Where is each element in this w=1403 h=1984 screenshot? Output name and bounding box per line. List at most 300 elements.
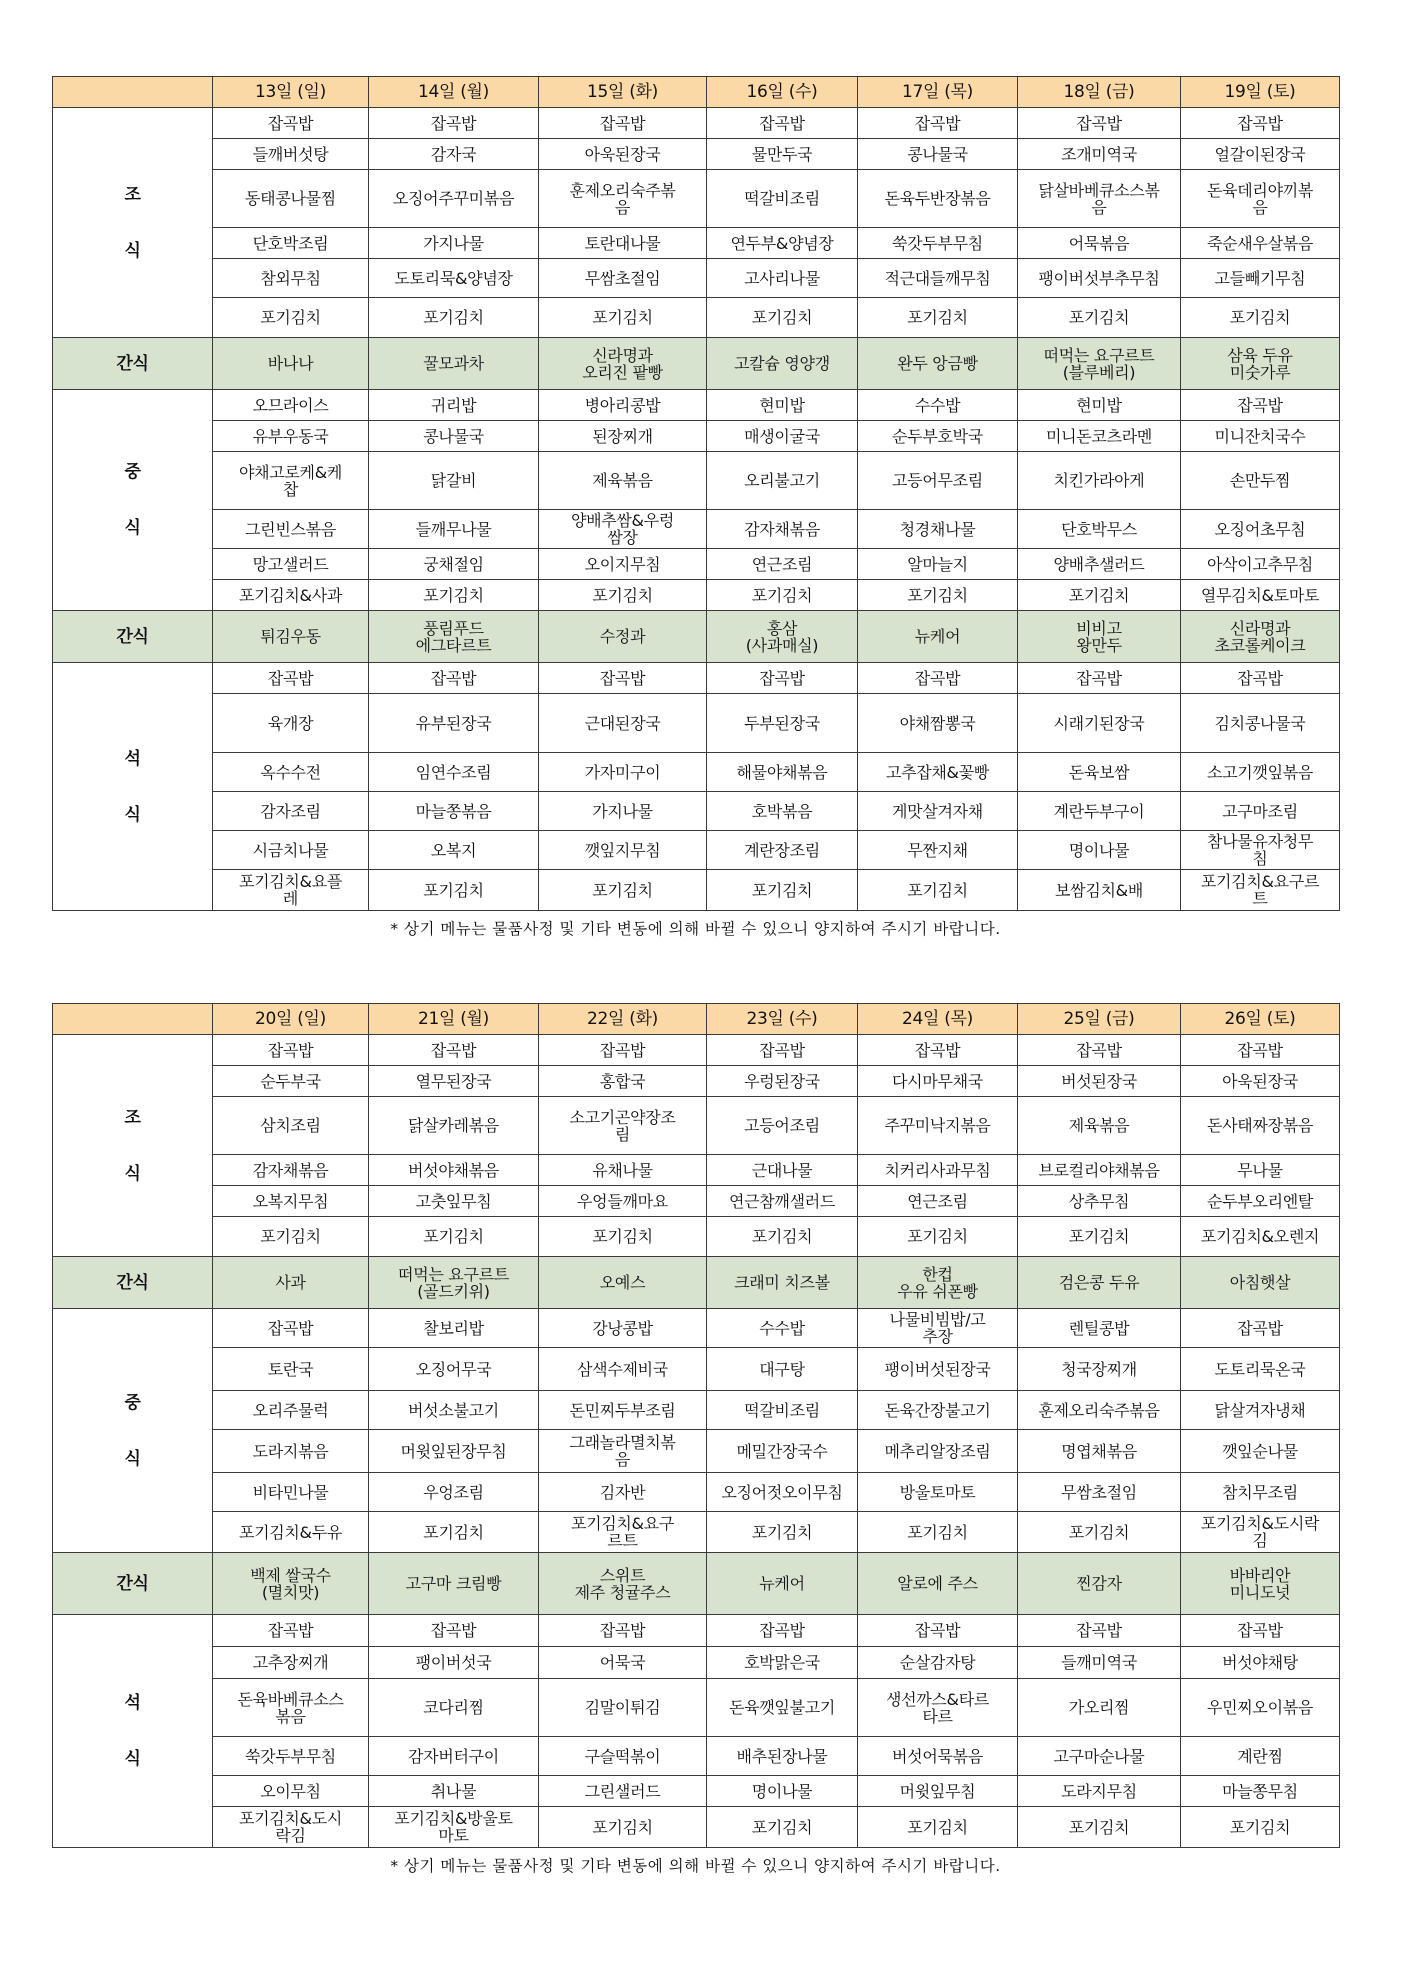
dinner-label-text: 석 식 <box>124 1693 141 1769</box>
dinner-row <box>53 792 1340 831</box>
menu-item-text: 포기김치 <box>592 1227 653 1246</box>
menu-item-text: 잡곡밥 <box>430 113 477 133</box>
dinner-label <box>53 1615 213 1848</box>
menu-item <box>539 1155 707 1186</box>
menu-item <box>369 1430 539 1473</box>
menu-item-text: 감자버터구이 <box>408 1746 499 1766</box>
menu-item-text: 포기김치 <box>423 880 484 900</box>
menu-item <box>539 1615 707 1647</box>
snack-item <box>369 1257 539 1309</box>
menu-item-text: 포기김치&두유 <box>238 1522 343 1542</box>
menu-item-text: 다시마무채국 <box>892 1071 983 1091</box>
dinner-row <box>53 1615 1340 1647</box>
menu-item-text: 잡곡밥 <box>914 1621 961 1640</box>
breakfast-label-text: 조 식 <box>124 1107 141 1184</box>
menu-item <box>707 549 858 580</box>
menu-item-text: 물만두국 <box>751 144 813 164</box>
menu-item <box>858 1309 1018 1348</box>
menu-item <box>858 170 1018 228</box>
menu-item-text: 머윗잎된장무침 <box>400 1441 507 1461</box>
snack-item <box>707 1257 858 1309</box>
lunch-row <box>53 1512 1340 1553</box>
day-header-text: 13일 (일) <box>254 81 327 102</box>
snack-item-text: 고구마 크림빵 <box>405 1574 502 1593</box>
menu-item-text: 우엉들깨마요 <box>577 1191 668 1211</box>
menu-item-text: 돈육보쌈 <box>1068 762 1130 782</box>
snack-item <box>707 338 858 390</box>
menu-item <box>858 1155 1018 1186</box>
menu-item <box>707 1035 858 1066</box>
breakfast-row <box>53 228 1340 259</box>
snack-item-text: 바나나 <box>267 354 314 373</box>
menu-item-text: 포기김치&오렌지 <box>1200 1227 1320 1246</box>
menu-item <box>369 421 539 452</box>
breakfast-row <box>53 1097 1340 1155</box>
menu-item <box>1181 792 1340 831</box>
menu-item <box>707 1155 858 1186</box>
menu-item-text: 포기김치 <box>751 1817 813 1837</box>
menu-item <box>539 753 707 792</box>
menu-item <box>1018 421 1181 452</box>
menu-change-notice: * 상기 메뉴는 물품사정 및 기타 변동에 의해 바뀔 수 있으니 양지하여 주시기 바랍니다. <box>390 920 1001 938</box>
menu-item <box>369 298 539 338</box>
day-header-text: 16일 (수) <box>746 81 818 102</box>
menu-item <box>1181 1097 1340 1155</box>
menu-item-text: 소고기곤약장조 림 <box>569 1107 676 1144</box>
menu-item <box>707 1807 858 1848</box>
menu-item-text: 김자반 <box>599 1482 646 1502</box>
menu-item <box>858 452 1018 510</box>
menu-item-text: 포기김치 <box>423 1522 484 1542</box>
menu-item-text: 명이나물 <box>1068 840 1130 860</box>
snack-item <box>1018 1257 1181 1309</box>
menu-item <box>858 1066 1018 1097</box>
menu-item-text: 쑥갓두부무침 <box>892 233 983 253</box>
menu-item-text: 어묵볶음 <box>1068 233 1130 253</box>
menu-item-text: 쑥갓두부무침 <box>245 1746 336 1766</box>
menu-item <box>858 1348 1018 1391</box>
snack-label <box>53 1257 213 1309</box>
menu-item <box>1018 580 1181 611</box>
menu-item <box>369 170 539 228</box>
menu-item-text: 현미밥 <box>1076 395 1122 415</box>
menu-item <box>213 1035 369 1066</box>
menu-item <box>858 694 1018 753</box>
menu-item-text: 취나물 <box>430 1781 477 1801</box>
menu-item <box>1181 753 1340 792</box>
menu-item <box>707 298 858 338</box>
menu-item <box>213 510 369 549</box>
menu-item <box>213 870 369 911</box>
menu-item-text: 궁채절임 <box>423 554 484 574</box>
breakfast-label-text: 조 식 <box>124 184 141 261</box>
menu-item-text: 김말이튀김 <box>584 1698 661 1717</box>
menu-item <box>369 549 539 580</box>
menu-item <box>707 108 858 139</box>
dinner-row <box>53 1776 1340 1807</box>
menu-item <box>539 452 707 510</box>
menu-item <box>858 549 1018 580</box>
menu-item-text: 무짠지채 <box>907 840 968 860</box>
menu-item <box>707 1679 858 1737</box>
menu-item <box>1181 1430 1340 1473</box>
menu-item <box>858 1737 1018 1776</box>
menu-item-text: 청국장찌개 <box>1061 1359 1137 1379</box>
menu-item-text: 계란장조림 <box>744 840 820 860</box>
menu-item <box>1181 390 1340 421</box>
snack-item <box>369 611 539 663</box>
menu-item <box>369 259 539 298</box>
dinner-label <box>53 663 213 911</box>
menu-item <box>369 792 539 831</box>
dinner-row <box>53 831 1340 870</box>
menu-item-text: 잡곡밥 <box>267 1318 314 1338</box>
menu-item <box>539 259 707 298</box>
menu-item <box>1018 1647 1181 1679</box>
menu-item-text: 마늘쫑볶음 <box>415 801 492 821</box>
menu-item <box>707 1615 858 1647</box>
menu-item <box>1181 1737 1340 1776</box>
menu-item <box>858 1391 1018 1430</box>
menu-item <box>369 1679 539 1737</box>
menu-item <box>1018 1217 1181 1257</box>
menu-item <box>539 1647 707 1679</box>
menu-item-text: 돈육데리야끼볶 음 <box>1206 180 1314 217</box>
menu-item <box>1018 1035 1181 1066</box>
snack-item-text: 검은콩 두유 <box>1058 1273 1140 1292</box>
menu-item-text: 버섯야채볶음 <box>408 1160 499 1180</box>
menu-item-text: 콩나물국 <box>423 426 484 446</box>
menu-item-text: 잡곡밥 <box>599 113 646 133</box>
menu-item-text: 현미밥 <box>759 395 805 415</box>
menu-item-text: 청경채나물 <box>899 519 976 539</box>
snack-label <box>53 338 213 390</box>
menu-item-text: 고들빼기무침 <box>1214 268 1306 288</box>
menu-item-text: 깻잎지무침 <box>584 840 661 860</box>
menu-item-text: 알마늘지 <box>907 554 968 574</box>
menu-item <box>1181 663 1340 694</box>
dinner-row <box>53 1807 1340 1848</box>
lunch-label-text: 중 식 <box>124 1392 141 1469</box>
menu-item-text: 감자국 <box>430 144 477 164</box>
menu-item-text: 마늘쫑무침 <box>1222 1781 1298 1801</box>
day-header <box>369 1004 539 1035</box>
menu-item-text: 머윗잎무침 <box>899 1781 976 1801</box>
menu-item <box>707 1217 858 1257</box>
breakfast-row <box>53 1066 1340 1097</box>
menu-item <box>707 1512 858 1553</box>
menu-item-text: 콩나물국 <box>907 144 968 164</box>
menu-item-text: 연근조림 <box>751 554 813 574</box>
menu-item-text: 강낭콩밥 <box>592 1318 653 1338</box>
menu-item <box>1181 580 1340 611</box>
menu-item-text: 잡곡밥 <box>1237 1318 1283 1338</box>
menu-item-text: 계란찜 <box>1237 1746 1283 1766</box>
day-header <box>707 77 858 108</box>
menu-item-text: 순두부국 <box>260 1071 321 1091</box>
day-header <box>539 77 707 108</box>
menu-item <box>369 663 539 694</box>
menu-item <box>1018 139 1181 170</box>
menu-item-text: 렌틸콩밥 <box>1068 1318 1130 1338</box>
menu-item <box>707 870 858 911</box>
menu-item <box>707 753 858 792</box>
menu-item-text: 브로컬리야채볶음 <box>1038 1160 1160 1180</box>
menu-item-text: 주꾸미낙지볶음 <box>884 1116 991 1135</box>
snack-item <box>539 1553 707 1615</box>
menu-item <box>707 510 858 549</box>
menu-item-text: 포기김치 <box>592 308 653 327</box>
menu-item-text: 돈민찌두부조림 <box>569 1400 676 1420</box>
menu-item <box>369 753 539 792</box>
menu-item <box>213 1807 369 1848</box>
menu-item <box>369 1512 539 1553</box>
menu-item <box>213 792 369 831</box>
snack-item <box>1181 1553 1340 1615</box>
lunch-row <box>53 510 1340 549</box>
snack-item <box>369 1553 539 1615</box>
menu-item-text: 적근대들깨무침 <box>884 268 991 288</box>
menu-item <box>1018 510 1181 549</box>
menu-item <box>213 390 369 421</box>
menu-item <box>369 1066 539 1097</box>
menu-item-text: 병아리콩밥 <box>584 395 661 415</box>
snack-label-text: 간식 <box>116 353 149 374</box>
menu-item <box>858 421 1018 452</box>
menu-item-text: 토란국 <box>267 1359 314 1379</box>
menu-item-text: 닭갈비 <box>430 471 477 490</box>
day-header <box>213 1004 369 1035</box>
snack-label <box>53 611 213 663</box>
snack-item <box>213 1257 369 1309</box>
menu-item <box>1181 1035 1340 1066</box>
menu-item <box>707 831 858 870</box>
breakfast-row <box>53 1217 1340 1257</box>
menu-item <box>539 228 707 259</box>
menu-item <box>213 1776 369 1807</box>
menu-item-text: 무쌈초절임 <box>584 268 661 288</box>
menu-item-text: 떡갈비조림 <box>744 1400 820 1420</box>
menu-item <box>707 694 858 753</box>
lunch-row <box>53 549 1340 580</box>
menu-item <box>707 421 858 452</box>
menu-item <box>539 1473 707 1512</box>
menu-item-text: 비타민나물 <box>252 1482 329 1502</box>
menu-item-text: 잡곡밥 <box>599 1621 646 1640</box>
menu-item-text: 훈제오리숙주볶 음 <box>569 180 676 217</box>
lunch-row <box>53 1391 1340 1430</box>
menu-item-text: 시래기된장국 <box>1053 713 1145 733</box>
menu-item-text: 가오리찜 <box>1068 1698 1130 1717</box>
menu-item-text: 잡곡밥 <box>759 113 805 133</box>
snack-label-text: 간식 <box>116 1272 149 1293</box>
day-header-row <box>53 1004 1340 1035</box>
menu-item-text: 아삭이고추무침 <box>1206 554 1314 574</box>
week-1-menu <box>52 76 1340 939</box>
menu-item <box>1018 694 1181 753</box>
menu-item <box>213 1473 369 1512</box>
menu-item <box>1018 1776 1181 1807</box>
menu-item-text: 잡곡밥 <box>914 1040 961 1060</box>
menu-item <box>539 1186 707 1217</box>
day-header <box>1181 77 1340 108</box>
menu-item-text: 무쌈초절임 <box>1061 1482 1137 1502</box>
menu-item-text: 잡곡밥 <box>1076 1621 1122 1640</box>
menu-item <box>1181 1776 1340 1807</box>
snack-item <box>1181 1257 1340 1309</box>
menu-item <box>858 1097 1018 1155</box>
menu-item-text: 망고샐러드 <box>252 554 329 574</box>
menu-item-text: 아욱된장국 <box>1222 1071 1298 1091</box>
menu-item <box>1018 452 1181 510</box>
menu-item-text: 치킨가라아게 <box>1053 471 1145 490</box>
menu-item-text: 잡곡밥 <box>599 668 646 688</box>
menu-item-text: 야채고로케&케 찹 <box>238 462 343 499</box>
menu-item <box>369 580 539 611</box>
menu-item <box>539 1097 707 1155</box>
menu-item-text: 배추된장나물 <box>736 1746 828 1766</box>
snack-item-text: 비비고 왕만두 <box>1076 618 1122 655</box>
menu-item-text: 홍합국 <box>599 1071 646 1091</box>
day-header-text: 22일 (화) <box>586 1008 659 1029</box>
snack-item <box>1018 611 1181 663</box>
menu-item-text: 돈육두반장볶음 <box>884 189 991 208</box>
menu-item <box>858 259 1018 298</box>
day-header-text: 14일 (월) <box>417 81 490 102</box>
menu-item <box>213 1679 369 1737</box>
menu-item-text: 포기김치&도시락 김 <box>1200 1514 1320 1550</box>
menu-item-text: 포기김치 <box>1068 1522 1130 1542</box>
menu-item <box>213 1391 369 1430</box>
menu-item <box>858 139 1018 170</box>
menu-item <box>539 510 707 549</box>
dinner-row <box>53 753 1340 792</box>
menu-item-text: 돈육깻잎불고기 <box>728 1698 836 1717</box>
menu-item-text: 포기김치 <box>1068 585 1130 605</box>
day-header <box>213 77 369 108</box>
menu-item-text: 감자채볶음 <box>252 1160 329 1180</box>
menu-item <box>1181 108 1340 139</box>
day-header-text: 24일 (목) <box>901 1008 974 1029</box>
menu-item-text: 포기김치 <box>751 1522 813 1542</box>
menu-item <box>369 831 539 870</box>
menu-item-text: 명이나물 <box>751 1781 813 1801</box>
snack-label-text: 간식 <box>116 1573 149 1594</box>
menu-item-text: 어묵국 <box>599 1653 646 1672</box>
menu-item <box>1181 1807 1340 1848</box>
day-header-text: 15일 (화) <box>586 81 659 102</box>
lunch-label <box>53 390 213 611</box>
menu-item <box>213 1066 369 1097</box>
menu-item-text: 메밀간장국수 <box>736 1441 828 1461</box>
menu-item-text: 버섯야채탕 <box>1222 1653 1298 1672</box>
menu-item-text: 그래놀라멸치볶 음 <box>569 1433 676 1469</box>
snack-row <box>53 611 1340 663</box>
menu-item-text: 감자채볶음 <box>744 519 820 539</box>
menu-item-text: 팽이버섯부추무침 <box>1038 268 1160 288</box>
snack-item <box>858 1257 1018 1309</box>
menu-item-text: 잡곡밥 <box>1076 113 1122 133</box>
menu-item <box>858 1512 1018 1553</box>
menu-item-text: 열무된장국 <box>415 1071 492 1091</box>
menu-item <box>539 1217 707 1257</box>
menu-item-text: 포기김치 <box>423 1227 484 1246</box>
menu-item <box>1018 870 1181 911</box>
day-header <box>369 77 539 108</box>
menu-item <box>1181 170 1340 228</box>
menu-item <box>858 870 1018 911</box>
menu-item <box>858 580 1018 611</box>
menu-table <box>52 1003 1340 1848</box>
snack-item <box>858 611 1018 663</box>
menu-item-text: 잡곡밥 <box>914 113 961 133</box>
lunch-label <box>53 1309 213 1553</box>
menu-item-text: 훈제오리숙주볶음 <box>1038 1400 1160 1420</box>
menu-item-text: 잡곡밥 <box>430 668 477 688</box>
menu-item <box>213 549 369 580</box>
snack-item-text: 아침햇살 <box>1229 1273 1291 1292</box>
menu-item-text: 생선까스&타르 타르 <box>885 1689 990 1726</box>
snack-item-text: 삼육 두유 미숫가루 <box>1227 345 1293 382</box>
menu-item <box>539 1430 707 1473</box>
snack-item-text: 고칼슘 영양갱 <box>734 354 830 373</box>
menu-item-text: 포기김치 <box>907 880 968 900</box>
menu-item-text: 잡곡밥 <box>267 1621 314 1640</box>
menu-item-text: 잡곡밥 <box>914 668 961 688</box>
menu-item-text: 포기김치 <box>751 585 813 605</box>
menu-item-text: 포기김치 <box>592 880 653 900</box>
snack-item-text: 신라명과 초코롤케이크 <box>1214 618 1306 655</box>
menu-item-text: 포기김치 <box>1068 1227 1130 1246</box>
menu-item-text: 단호박무스 <box>1061 519 1137 539</box>
menu-item <box>369 1391 539 1430</box>
dinner-row <box>53 663 1340 694</box>
menu-item <box>1018 1309 1181 1348</box>
snack-item <box>858 338 1018 390</box>
menu-item <box>213 663 369 694</box>
menu-item <box>1018 228 1181 259</box>
menu-item <box>539 1679 707 1737</box>
day-header-text: 21일 (월) <box>417 1008 490 1029</box>
menu-item-text: 시금치나물 <box>252 840 329 860</box>
menu-item <box>858 1776 1018 1807</box>
snack-item-text: 사과 <box>275 1273 306 1292</box>
menu-item <box>213 228 369 259</box>
menu-item-text: 명엽채볶음 <box>1061 1441 1137 1461</box>
menu-item <box>1181 1186 1340 1217</box>
menu-item <box>707 228 858 259</box>
menu-item-text: 오복지 <box>430 840 477 860</box>
menu-item <box>539 831 707 870</box>
menu-item-text: 수수밥 <box>759 1318 805 1338</box>
menu-item <box>539 1066 707 1097</box>
menu-item <box>1018 1155 1181 1186</box>
snack-item <box>539 338 707 390</box>
menu-item-text: 들깨버섯탕 <box>252 144 329 164</box>
menu-item <box>1018 170 1181 228</box>
breakfast-row <box>53 298 1340 338</box>
menu-item-text: 오징어주꾸미볶음 <box>392 189 515 208</box>
menu-item-text: 포기김치 <box>907 1817 968 1837</box>
menu-item <box>539 549 707 580</box>
menu-item <box>858 390 1018 421</box>
menu-item-text: 돈사태짜장볶음 <box>1206 1116 1314 1135</box>
menu-item-text: 고추장찌개 <box>252 1653 329 1672</box>
menu-table <box>52 76 1340 911</box>
menu-item-text: 양배추샐러드 <box>1053 554 1145 574</box>
menu-item <box>1181 1066 1340 1097</box>
menu-item <box>858 1679 1018 1737</box>
